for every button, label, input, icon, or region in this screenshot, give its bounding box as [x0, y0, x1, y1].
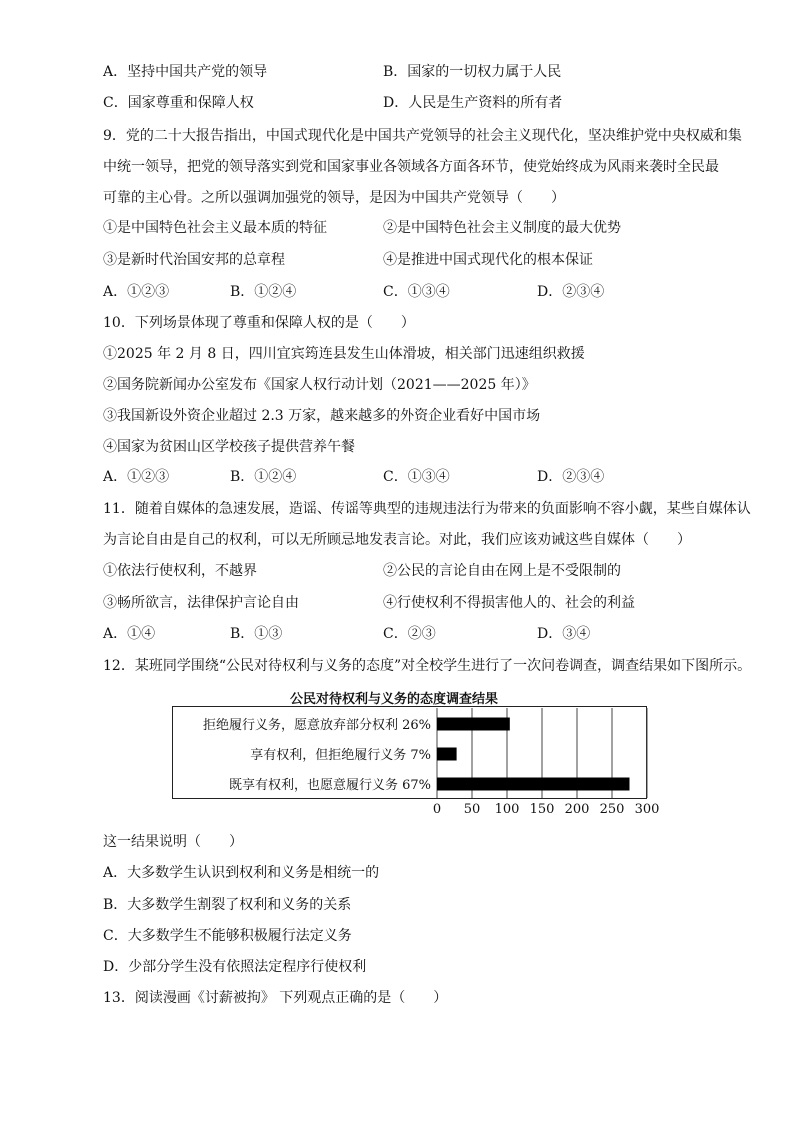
q11-option-c: C．②③ — [383, 626, 436, 642]
x-tick-label-300: 300 — [634, 802, 660, 817]
q9-statement-2: ②是中国特色社会主义制度的最大优势 — [383, 220, 621, 236]
q10-option-c: C．①③④ — [383, 469, 450, 485]
q11-statement-3: ③畅所欲言，法律保护言论自由 — [103, 595, 299, 611]
q12-stem: 12．某班同学围绕“公民对待权利与义务的态度”对全校学生进行了一次问卷调查，调查结果如下图所示。 — [103, 658, 752, 674]
q10-option-a: A．①②③ — [103, 469, 170, 485]
q10-statement-3: ③我国新设外资企业超过 2.3 万家，越来越多的外资企业看好中国市场 — [103, 408, 541, 424]
q10-statement-1: ①2025 年 2 月 8 日，四川宜宾筠连县发生山体滑坡，相关部门迅速组织救援 — [103, 346, 585, 362]
category-label-3: 既享有权利，也愿意履行义务 67% — [228, 778, 431, 793]
q10-option-b: B．①②④ — [230, 469, 297, 485]
q11-statement-2: ②公民的言论自由在网上是不受限制的 — [383, 563, 621, 579]
q8-option-a: A．坚持中国共产党的领导 — [103, 64, 268, 80]
q9-statement-3: ③是新时代治国安邦的总章程 — [103, 252, 285, 268]
x-tick-label-150: 150 — [529, 802, 555, 817]
q11-option-b: B．①③ — [230, 626, 283, 642]
q12-option-d: D．少部分学生没有依照法定程序行使权利 — [103, 959, 367, 975]
q12-option-a: A．大多数学生认识到权利和义务是相统一的 — [103, 865, 380, 881]
q9-stem-line2: 中统一领导，把党的领导落实到党和国家事业各领域各方面各环节，使党始终成为风雨来袭时全民最 — [103, 159, 719, 175]
q10-option-d: D．②③④ — [537, 469, 605, 485]
q10-stem: 10．下列场景体现了尊重和保障人权的是（ ） — [103, 315, 415, 331]
q11-option-d: D．③④ — [537, 626, 591, 642]
bar-1 — [437, 718, 510, 731]
q11-stem-line2: 为言论自由是自己的权利，可以无所顾忌地发表言论。对此，我们应该劝诫这些自媒体（ ） — [103, 532, 691, 548]
q8-option-b: B．国家的一切权力属于人民 — [383, 64, 562, 80]
q12-option-b: B．大多数学生割裂了权利和义务的关系 — [103, 897, 352, 913]
category-label-1: 拒绝履行义务，愿意放弃部分权利 26% — [202, 718, 431, 733]
q9-option-c: C．①③④ — [383, 284, 450, 300]
q11-statement-4: ④行使权利不得损害他人的、社会的利益 — [383, 595, 635, 611]
q8-option-c: C．国家尊重和保障人权 — [103, 95, 254, 111]
q9-statement-1: ①是中国特色社会主义最本质的特征 — [103, 220, 327, 236]
q9-option-d: D．②③④ — [537, 284, 605, 300]
survey-bar-chart — [172, 706, 660, 822]
q13-stem: 13．阅读漫画《讨薪被拘》 下列观点正确的是（ ） — [103, 990, 448, 1006]
q11-option-a: A．①④ — [103, 626, 156, 642]
q11-stem-line1: 11．随着自媒体的急速发展，造谣、传谣等典型的违规违法行为带来的负面影响不容小觑，某些自媒体认 — [103, 501, 751, 517]
x-tick-label-0: 0 — [432, 802, 442, 817]
q12-result-stem: 这一结果说明（ ） — [103, 834, 243, 850]
category-label-2: 享有权利，但拒绝履行义务 7% — [250, 748, 431, 763]
q10-statement-2: ②国务院新闻办公室发布《国家人权行动计划（2021——2025 年）》 — [103, 377, 536, 393]
q12-option-c: C．大多数学生不能够积极履行法定义务 — [103, 928, 352, 944]
bar-2 — [437, 748, 457, 761]
q11-statement-1: ①依法行使权利，不越界 — [103, 563, 257, 579]
q8-option-d: D．人民是生产资料的所有者 — [383, 95, 563, 111]
chart-title: 公民对待权利与义务的态度调查结果 — [290, 692, 499, 707]
bar-3 — [437, 778, 630, 791]
x-tick-label-50: 50 — [463, 802, 481, 817]
x-tick-label-100: 100 — [494, 802, 520, 817]
q9-option-a: A．①②③ — [103, 284, 170, 300]
q9-stem-line1: 9．党的二十大报告指出，中国式现代化是中国共产党领导的社会主义现代化，坚决维护党中央权威和集 — [103, 128, 742, 144]
q9-statement-4: ④是推进中国式现代化的根本保证 — [383, 252, 593, 268]
x-tick-label-250: 250 — [599, 802, 625, 817]
x-tick-label-200: 200 — [564, 802, 590, 817]
q9-option-b: B．①②④ — [230, 284, 297, 300]
q10-statement-4: ④国家为贫困山区学校孩子提供营养午餐 — [103, 439, 355, 455]
q9-stem-line3: 可靠的主心骨。之所以强调加强党的领导，是因为中国共产党领导（ ） — [103, 190, 565, 206]
